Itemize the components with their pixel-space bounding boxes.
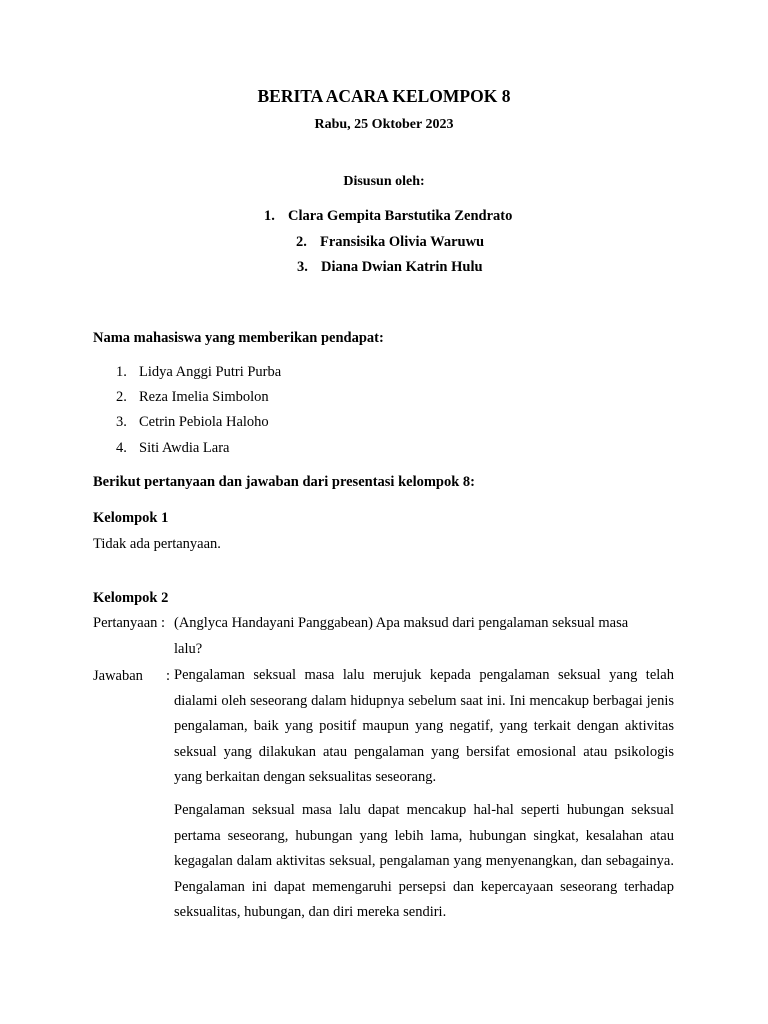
student-item — [116, 440, 229, 457]
author-item — [264, 208, 512, 225]
question-text-line2: lalu? — [174, 641, 203, 657]
answer-paragraph-1: Pengalaman seksual masa lalu merujuk kepada pengalaman seksual yang telah dialami oleh seseorang dalam hidupnya sebelum saat ini. Ini mencakup berbagai jenis pengalaman, baik yang positif maupun yang negatif, yang terkait dengan aktivitas seksual yang dilakukan atau pengalaman yang bersifat emosional atau psikologis yang berkaitan dengan seksualitas seseorang. — [174, 667, 674, 785]
prepared-by-label: Disusun oleh: — [343, 174, 425, 189]
question-text-line1: (Anglyca Handayani Panggabean) Apa maksud dari pengalaman seksual masa — [174, 615, 629, 631]
author-number: 2. — [296, 234, 307, 250]
author-name: Fransisika Olivia Waruwu — [320, 234, 485, 250]
student-item — [116, 364, 281, 381]
student-number: 1. — [116, 364, 127, 380]
group-note: Tidak ada pertanyaan. — [93, 536, 221, 552]
student-name: Cetrin Pebiola Haloho — [139, 414, 269, 430]
student-name: Lidya Anggi Putri Purba — [139, 364, 282, 380]
student-number: 4. — [116, 440, 127, 456]
opinions-heading: Nama mahasiswa yang memberikan pendapat: — [93, 330, 384, 346]
document-title: BERITA ACARA KELOMPOK 8 — [257, 86, 511, 106]
question-label: Pertanyaan : — [93, 615, 166, 631]
author-item — [296, 234, 484, 251]
student-number: 2. — [116, 389, 127, 405]
student-name: Siti Awdia Lara — [139, 440, 230, 456]
student-name: Reza Imelia Simbolon — [139, 389, 269, 405]
document-date: Rabu, 25 Oktober 2023 — [314, 117, 454, 132]
student-item — [116, 414, 269, 431]
author-name: Diana Dwian Katrin Hulu — [321, 259, 483, 275]
answer-label: Jawaban — [93, 668, 143, 684]
author-number: 3. — [297, 259, 308, 275]
group-heading: Kelompok 2 — [93, 590, 169, 606]
qa-intro-heading: Berikut pertanyaan dan jawaban dari presentasi kelompok 8: — [93, 474, 476, 490]
student-item — [116, 389, 269, 406]
author-number: 1. — [264, 208, 275, 224]
author-item — [297, 259, 483, 276]
student-number: 3. — [116, 414, 127, 430]
author-name: Clara Gempita Barstutika Zendrato — [288, 208, 513, 224]
answer-colon: : — [166, 668, 171, 684]
group-heading: Kelompok 1 — [93, 510, 169, 526]
answer-paragraph-2: Pengalaman seksual masa lalu dapat mencakup hal-hal seperti hubungan seksual pertama seseorang, hubungan yang lebih lama, hubungan singkat, kesalahan atau kegagalan dalam aktivitas seksual, pengalaman yang menyenangkan, dan sebagainya. Pengalaman ini dapat memengaruhi persepsi dan kepercayaan seseorang terhadap seksualitas, hubungan, dan diri mereka sendiri. — [174, 802, 674, 920]
